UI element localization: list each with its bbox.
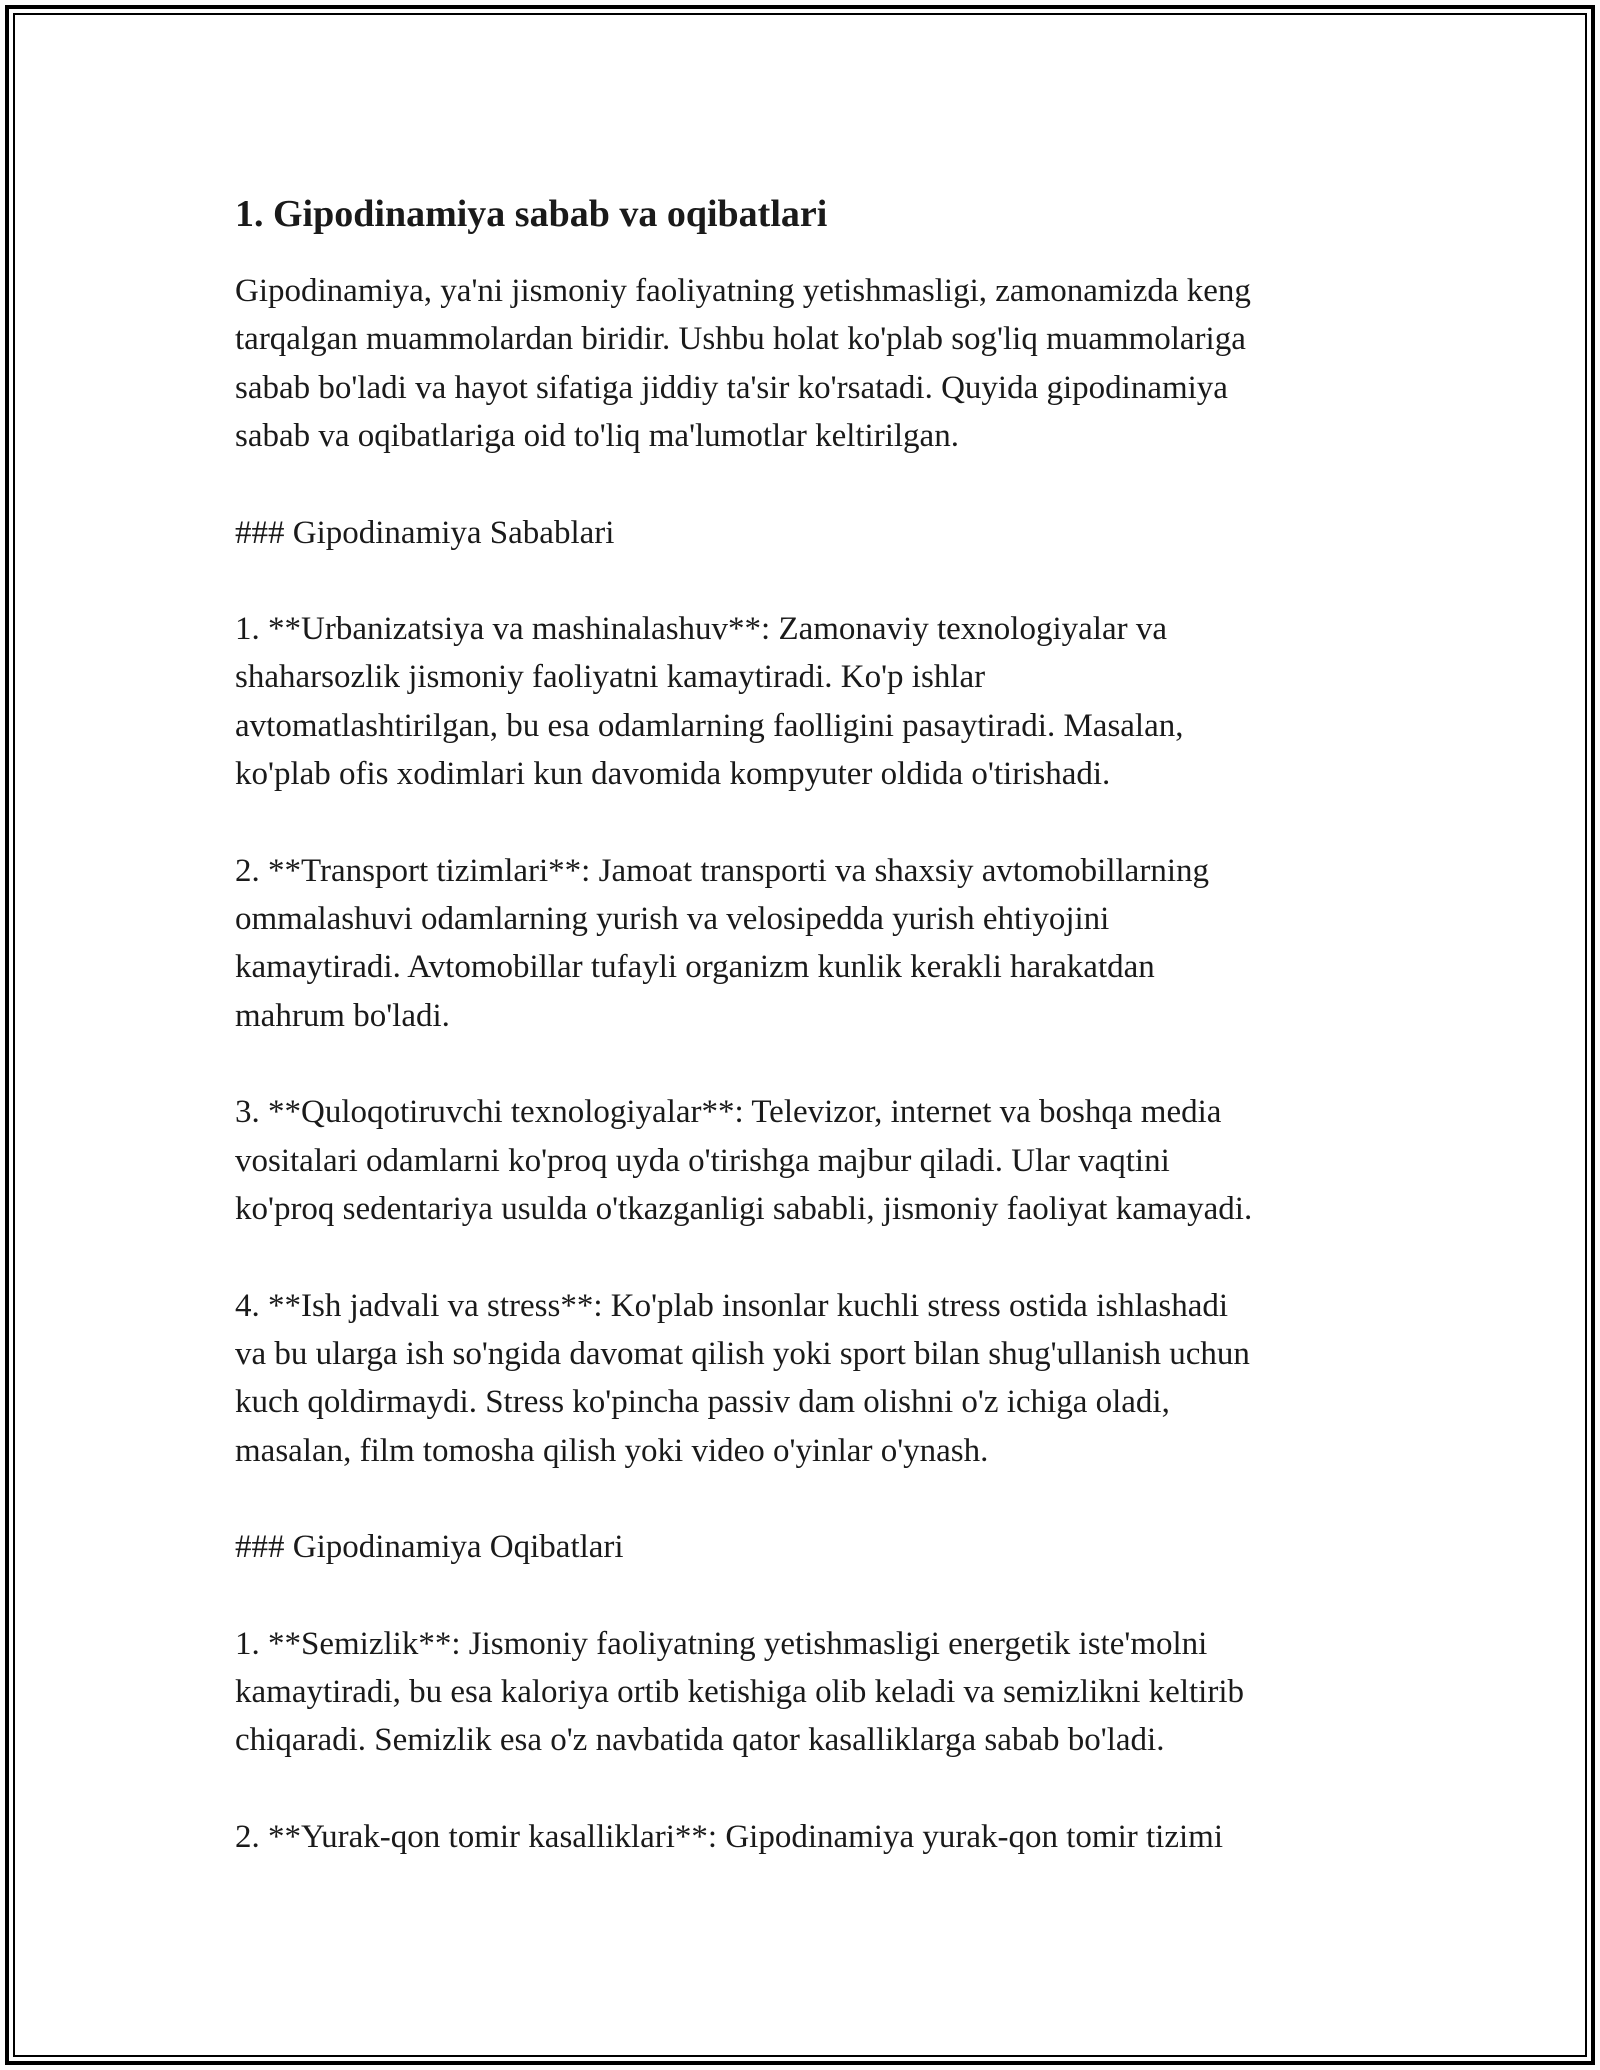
document-title: 1. Gipodinamiya sabab va oqibatlari xyxy=(235,193,828,235)
cause-item-technology: 3. **Quloqotiruvchi texnologiyalar**: Televizor, internet va boshqa media vositalari odamlarni ko'proq uyda o'tirishga majbur qiladi. Ular vaqtini ko'proq sedentariya usulda o'tkazganligi sababli, jismoniy faoliyat kamayadi. xyxy=(235,1094,1253,1228)
cause-item-work-stress: 4. **Ish jadvali va stress**: Ko'plab insonlar kuchli stress ostida ishlashadi va bu ularga ish so'ngida davomat qilish yoki sport bilan shug'ullanish uchun kuch qoldirmaydi. Stress ko'pincha passiv dam olishni o'z ichiga oladi, masalan, film tomosha qilish yoki video o'yinlar o'ynash. xyxy=(235,1287,1250,1469)
cause-item-transport: 2. **Transport tizimlari**: Jamoat transporti va shaxsiy avtomobillarning ommalashuvi odamlarning yurish va velosipedda yurish ehtiyojini kamaytiradi. Avtomobillar tufayli organizm kunlik kerakli harakatdan mahrum bo'ladi. xyxy=(235,852,1209,1034)
consequence-item-obesity: 1. **Semizlik**: Jismoniy faoliyatning yetishmasligi energetik iste'molni kamaytiradi, bu esa kaloriya ortib ketishiga olib keladi va semizlikni keltirib chiqaradi. Semizlik esa o'z navbatida qator kasalliklarga sabab bo'ladi. xyxy=(235,1625,1244,1759)
intro-paragraph: Gipodinamiya, ya'ni jismoniy faoliyatning yetishmasligi, zamonamizda keng tarqalgan muammolardan biridir. Ushbu holat ko'plab sog'liq muammolariga sabab bo'ladi va hayot sifatiga jiddiy ta'sir ko'rsatadi. Quyida gipodinamiya sabab va oqibatlariga oid to'liq ma'lumotlar keltirilgan. xyxy=(235,273,1251,455)
document-body xyxy=(235,182,1395,1909)
section-heading-causes: ### Gipodinamiya Sabablari xyxy=(235,514,615,551)
section-heading-consequences: ### Gipodinamiya Oqibatlari xyxy=(235,1529,624,1566)
cause-item-urbanization: 1. **Urbanizatsiya va mashinalashuv**: Zamonaviy texnologiyalar va shaharsozlik jismoniy faoliyatni kamaytiradi. Ko'p ishlar avtomatlashtirilgan, bu esa odamlarning faolligini pasaytiradi. Masalan, ko'plab ofis xodimlari kun davomida kompyuter oldida o'tirishadi. xyxy=(235,611,1184,793)
consequence-item-cardiovascular: 2. **Yurak-qon tomir kasalliklari**: Gipodinamiya yurak-qon tomir tizimi xyxy=(235,1818,1223,1855)
